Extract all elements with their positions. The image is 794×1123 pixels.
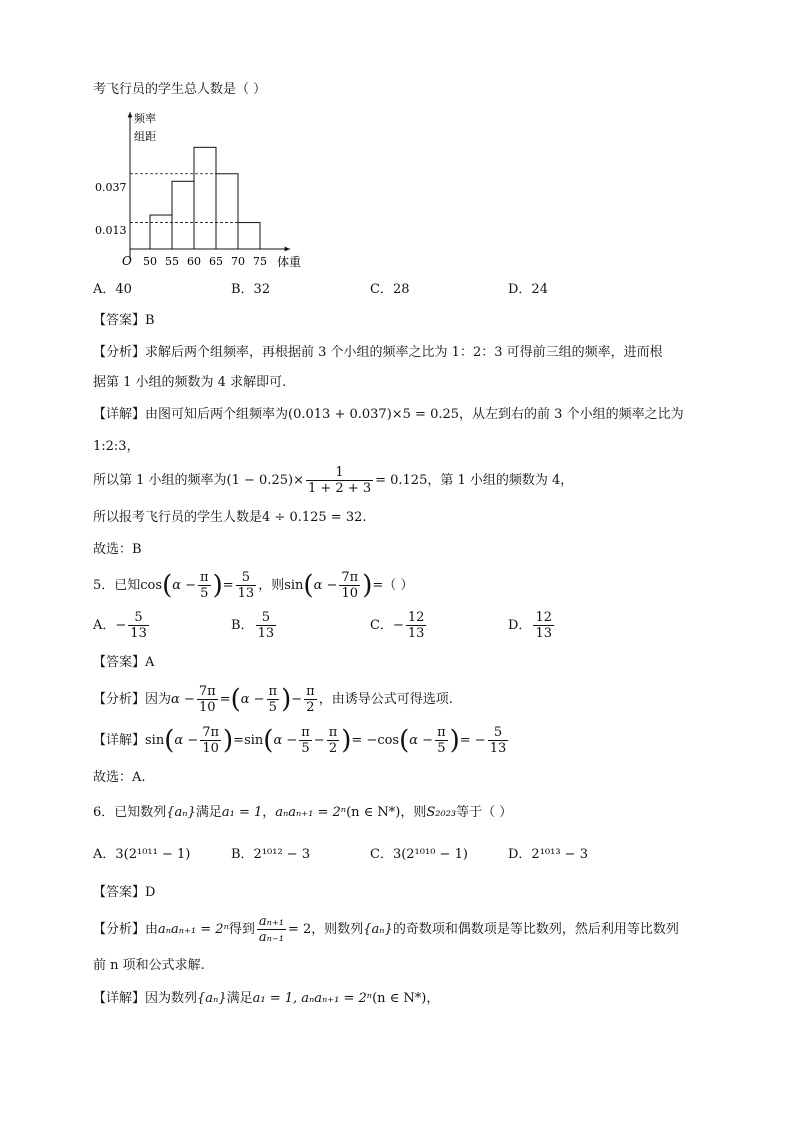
q6-analysis-line1	[93, 911, 679, 949]
q5-option-c[interactable]	[370, 608, 428, 644]
fraction	[304, 684, 317, 715]
q5-analysis	[93, 683, 453, 717]
histogram-bar-70-75	[238, 223, 260, 249]
equals-negative: = −	[459, 733, 486, 748]
sequence-symbol: {aₙ}	[363, 922, 393, 937]
paren: (	[303, 570, 314, 601]
detail-text: .	[362, 510, 367, 525]
q6-detail-line1	[93, 989, 439, 1009]
detail-text: ，从左到右的前 3 个小组的频率之比为	[459, 407, 684, 422]
equals: =	[219, 692, 231, 707]
fraction-numerator: 7π	[198, 684, 216, 699]
alpha-minus: α −	[313, 578, 338, 593]
fraction-denominator: 2	[328, 741, 338, 756]
q5-options	[93, 608, 693, 644]
fraction	[257, 914, 286, 945]
fraction	[339, 570, 360, 601]
histogram-bar-55-60	[172, 181, 194, 249]
recurrence: aₙaₙ₊₁ = 2ⁿ	[158, 922, 229, 937]
fraction-numerator: π	[268, 684, 278, 699]
analysis-text: 得到	[228, 922, 255, 937]
minus: −	[291, 692, 303, 707]
equals: =	[222, 578, 234, 593]
fraction-numerator: 5	[256, 610, 277, 626]
q5-stem	[93, 569, 413, 603]
q6-option-b[interactable]: B．2¹⁰¹² − 3	[231, 847, 311, 862]
q6-stem	[93, 803, 512, 823]
q4-option-d[interactable]: D．24	[508, 282, 548, 297]
analysis-text: 因为	[145, 692, 172, 707]
fraction-denominator: 13	[257, 626, 275, 641]
option-label: A．	[93, 618, 116, 633]
detail-text: ，第 1 小组的频数为 4，	[427, 473, 574, 488]
y-axis-label-top: 频率	[134, 112, 156, 125]
fraction-numerator: 12	[535, 610, 552, 625]
fraction-denominator: 13	[237, 586, 255, 601]
fraction-denominator: 10	[198, 700, 216, 715]
detail-formula: 4 ÷ 0.125 = 32	[262, 510, 363, 525]
condition: (n ∈ N*)	[346, 805, 401, 820]
detail-text: 由图可知后两个组频率为	[145, 407, 289, 422]
q6-option-c[interactable]: C．3(2¹⁰¹⁰ − 1)	[370, 847, 468, 862]
analysis-text: ，则数列	[311, 922, 364, 937]
q4-answer: 【答案】B	[93, 313, 155, 328]
xtick-label-60: 60	[187, 255, 201, 268]
option-label: D．	[508, 618, 532, 633]
q6-stem-text: 6．已知数列	[93, 805, 167, 820]
detail-tag: 【详解】	[93, 991, 146, 1006]
fraction-numerator: 5	[128, 610, 149, 626]
ytick-label-0: 0.037	[95, 181, 127, 194]
fraction	[435, 725, 448, 756]
q6-analysis-line2: 前 n 项和公式求解.	[93, 958, 205, 973]
fraction-denominator: 2	[306, 700, 315, 715]
paren: (	[399, 725, 410, 756]
fraction	[488, 725, 509, 756]
fraction-denominator: 5	[268, 700, 277, 715]
fraction	[198, 570, 211, 601]
fraction-numerator: aₙ₊₁	[258, 914, 284, 929]
initial-term: a₁ = 1	[221, 805, 263, 820]
alpha-minus: α −	[273, 733, 298, 748]
fraction-denominator: 5	[301, 741, 310, 756]
q4-detail-line3	[93, 465, 573, 496]
q4-option-c[interactable]: C．28	[370, 282, 410, 297]
q6-stem-text: ，	[262, 805, 276, 820]
q6-answer: 【答案】D	[93, 885, 156, 900]
fraction	[267, 684, 280, 715]
q4-analysis-line2: 据第 1 小组的频数为 4 求解即可.	[93, 375, 287, 390]
paren: )	[212, 570, 223, 601]
q5-choose: 故选：A.	[93, 770, 146, 785]
q5-detail	[93, 724, 510, 758]
q4-option-b[interactable]: B．32	[231, 282, 271, 297]
sin-func: sin	[244, 733, 264, 748]
recurrence: a₁ = 1, aₙaₙ₊₁ = 2ⁿ	[252, 991, 373, 1006]
option-sign: −	[115, 618, 127, 633]
analysis-text: ，由诱导公式可得选项.	[318, 692, 453, 707]
fraction-denominator: aₙ₋₁	[258, 930, 284, 945]
alpha-minus: α −	[171, 692, 195, 707]
xtick-label-75: 75	[253, 255, 267, 268]
ytick-label-1: 0.013	[95, 224, 127, 237]
fraction-denominator: 13	[407, 626, 425, 641]
paren: (	[162, 570, 173, 601]
ratio-value: = 2	[287, 922, 312, 937]
alpha-minus: α −	[240, 692, 265, 707]
paren: (	[263, 725, 274, 756]
q4-detail-line1	[93, 405, 684, 425]
paren: )	[449, 725, 460, 756]
sin-func: sin	[284, 578, 304, 593]
fraction-denominator: 13	[535, 626, 552, 641]
fraction-denominator: 13	[130, 626, 147, 641]
alpha-minus: α −	[172, 578, 197, 593]
cos-func: cos	[140, 578, 163, 593]
fraction	[327, 725, 340, 756]
analysis-tag: 【分析】	[93, 922, 146, 937]
q6-stem-text: 等于（ ）	[456, 805, 513, 820]
analysis-text: 的奇数项和偶数项是等比数列，然后利用等比数列	[392, 922, 679, 937]
xtick-label-50: 50	[143, 255, 157, 268]
histogram-bar-65-70	[216, 174, 238, 249]
detail-text: 所以报考飞行员的学生人数是	[93, 510, 263, 525]
xtick-label-65: 65	[209, 255, 223, 268]
q5-answer: 【答案】A	[93, 655, 155, 670]
analysis-tag: 【分析】	[93, 692, 146, 707]
q5-stem-text: 5．已知	[93, 578, 141, 593]
fraction-numerator: π	[301, 725, 310, 740]
q4-choose: 故选：B	[93, 542, 142, 557]
fraction-denominator: 5	[200, 586, 209, 601]
fraction-numerator: 7π	[341, 570, 359, 585]
origin-label: O	[122, 254, 132, 268]
sequence-symbol: {aₙ}	[166, 805, 196, 820]
detail-formula: = 0.125	[375, 473, 428, 488]
xtick-label-70: 70	[231, 255, 245, 268]
paren: )	[223, 725, 234, 756]
xtick-label-55: 55	[165, 255, 179, 268]
detail-text: 满足	[226, 991, 253, 1006]
fraction-numerator: 7π	[202, 725, 220, 740]
histogram-figure	[90, 104, 310, 272]
cos-func: cos	[377, 733, 400, 748]
q4-option-a[interactable]: A．40	[93, 282, 132, 297]
fraction	[533, 610, 554, 641]
alpha-minus: α −	[409, 733, 434, 748]
recurrence: aₙaₙ₊₁ = 2ⁿ	[275, 805, 347, 820]
fraction	[200, 725, 221, 756]
q6-stem-text: ，则	[400, 805, 427, 820]
fraction-numerator: 12	[407, 610, 425, 625]
fraction	[236, 570, 257, 601]
fraction-denominator: 1 + 2 + 3	[307, 481, 372, 496]
histogram-bar-50-55	[150, 215, 172, 249]
analysis-text: 求解后两个组频率，再根据前 3 个小组的频率之比为 1：2：3 可得前三组的频率，进而根	[145, 345, 663, 360]
q4-stem-end: 考飞行员的学生总人数是（ ）	[93, 82, 267, 97]
q5-stem-text: ，则	[258, 578, 285, 593]
q4-detail-line4	[93, 508, 367, 528]
fraction-numerator: 5	[236, 570, 257, 586]
q5-option-b[interactable]	[231, 608, 278, 644]
analysis-tag: 【分析】	[93, 345, 146, 360]
fraction-denominator: 10	[202, 741, 219, 756]
q4-analysis-line1	[93, 343, 663, 363]
sum-symbol: S₂₀₂₃	[426, 805, 457, 820]
sin-func: sin	[145, 733, 165, 748]
equals-negative: = −	[351, 733, 378, 748]
paren: )	[362, 570, 373, 601]
fraction-numerator: π	[437, 725, 446, 740]
fraction-denominator: 10	[341, 586, 359, 601]
fraction	[256, 610, 277, 641]
q6-option-a[interactable]: A．3(2¹⁰¹¹ − 1)	[93, 847, 191, 862]
paren: (	[230, 684, 241, 715]
fraction	[306, 465, 373, 496]
histogram-xticks	[143, 255, 267, 268]
q6-option-d[interactable]: D．2¹⁰¹³ − 3	[508, 847, 588, 862]
option-label: B．	[231, 618, 254, 633]
q6-stem-text: 满足	[195, 805, 222, 820]
fraction	[197, 684, 218, 715]
x-axis-label: 体重	[277, 255, 302, 269]
q5-option-d[interactable]	[508, 608, 556, 644]
detail-text: ，	[426, 991, 440, 1006]
option-label: C．	[370, 618, 393, 633]
sequence-symbol: {aₙ}	[197, 991, 227, 1006]
y-axis-label-bottom: 组距	[134, 130, 156, 143]
option-sign: −	[392, 618, 404, 633]
fraction	[128, 610, 149, 641]
q5-option-a[interactable]	[93, 608, 151, 644]
paren: )	[281, 684, 292, 715]
histogram-bar-60-65	[194, 147, 216, 249]
detail-tag: 【详解】	[93, 733, 146, 748]
fraction-denominator: 5	[437, 741, 446, 756]
fraction-numerator: 5	[488, 725, 509, 741]
q4-detail-line2: 1:2:3，	[93, 439, 140, 454]
fraction-numerator: π	[200, 570, 209, 585]
fraction-numerator: π	[306, 684, 315, 699]
fraction	[406, 610, 427, 641]
paren: )	[341, 725, 352, 756]
detail-tag: 【详解】	[93, 407, 146, 422]
minus: −	[313, 733, 325, 748]
fraction	[299, 725, 312, 756]
q5-stem-text: =（ ）	[372, 578, 414, 593]
detail-formula: (1 − 0.25)×	[226, 473, 304, 488]
detail-text: 因为数列	[145, 991, 198, 1006]
equals: =	[233, 733, 245, 748]
fraction-numerator: 1	[306, 465, 373, 481]
paren: (	[164, 725, 175, 756]
fraction-numerator: π	[328, 725, 338, 740]
analysis-text: 由	[145, 922, 159, 937]
detail-formula: (0.013 + 0.037)×5 = 0.25	[288, 407, 460, 422]
fraction-denominator: 13	[489, 741, 507, 756]
condition: (n ∈ N*)	[372, 991, 427, 1006]
alpha-minus: α −	[174, 733, 199, 748]
detail-text: 所以第 1 小组的频率为	[93, 473, 227, 488]
histogram-bars	[150, 147, 260, 249]
